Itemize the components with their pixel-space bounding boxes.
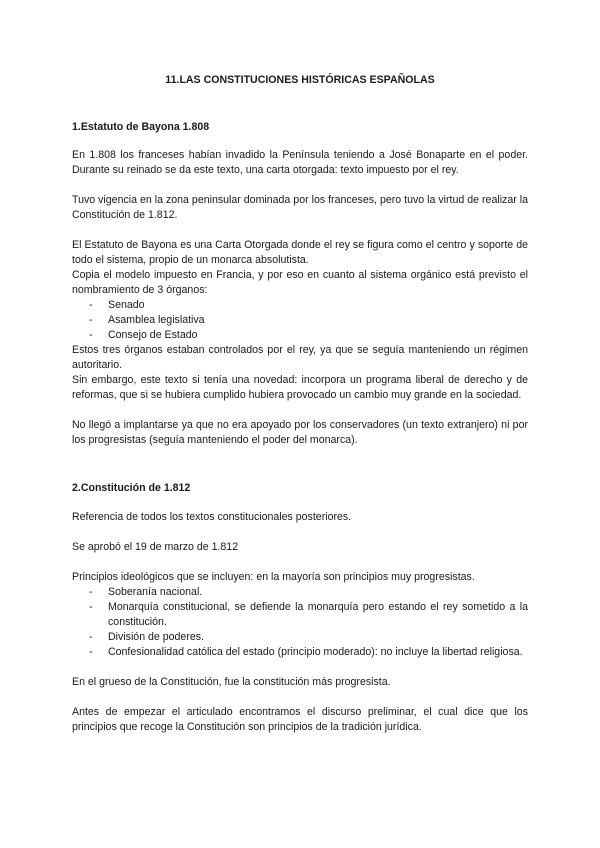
section-1-paragraph-5: Estos tres órganos estaban controlados por el rey, ya que se seguía manteniendo un régimen autoritario. — [72, 344, 528, 371]
list-item: - Soberanía nacional. — [89, 586, 203, 598]
section-2-paragraph-5: Antes de empezar el articulado encontramos el discurso preliminar, el cual dice que los principios que recoge la Constitución son principios de la tradición jurídica. — [72, 706, 528, 733]
list-dash: - — [89, 329, 93, 341]
list-item: - Monarquía constitucional, se defiende la monarquía pero estando el rey sometido a la constitución. — [89, 601, 528, 628]
list-item: - División de poderes. — [89, 631, 204, 643]
list-dash: - — [89, 631, 93, 643]
list-item: - Confesionalidad católica del estado (principio moderado): no incluye la libertad religiosa. — [89, 646, 523, 658]
section-1-paragraph-2: Tuvo vigencia en la zona peninsular dominada por los franceses, pero tuvo la virtud de realizar la Constitución de 1.812. — [72, 194, 528, 221]
section-1-paragraph-6: Sin embargo, este texto si tenía una novedad: incorpora un programa liberal de derecho y de reformas, que si se hubiera cumplido hubiera provocado un cambio muy grande en la sociedad. — [72, 374, 528, 401]
section-1-organ-list — [72, 298, 528, 343]
list-item: - Senado — [89, 299, 145, 311]
list-item: - Consejo de Estado — [89, 329, 198, 341]
list-dash: - — [89, 314, 93, 326]
section-2-paragraph-3: Principios ideológicos que se incluyen: en la mayoría son principios muy progresistas. — [72, 571, 475, 583]
list-dash: - — [89, 646, 93, 658]
section-2-paragraph-2: Se aprobó el 19 de marzo de 1.812 — [72, 541, 239, 553]
list-dash: - — [89, 586, 93, 598]
section-2-heading: 2.Constitución de 1.812 — [72, 482, 191, 494]
list-item: - Asamblea legislativa — [89, 314, 205, 326]
section-1-paragraph-4: Copia el modelo impuesto en Francia, y por eso en cuanto al sistema orgánico está previsto el nombramiento de 3 órganos: — [72, 269, 528, 296]
section-1-heading: 1.Estatuto de Bayona 1.808 — [72, 121, 210, 133]
section-1-paragraph-3: El Estatuto de Bayona es una Carta Otorgada donde el rey se figura como el centro y soporte de todo el sistema, propio de un monarca absolutista. — [72, 239, 528, 266]
section-1-paragraph-7: No llegó a implantarse ya que no era apoyado por los conservadores (un texto extranjero) ni por los progresistas (seguía manteniendo el poder del monarca). — [72, 419, 528, 446]
section-1-paragraph-1: En 1.808 los franceses habían invadido la Península teniendo a José Bonaparte en el poder. Durante su reinado se da este texto, una carta otorgada: texto impuesto por el rey. — [72, 149, 528, 176]
list-dash: - — [89, 601, 93, 613]
section-2-paragraph-1: Referencia de todos los textos constitucionales posteriores. — [72, 511, 352, 523]
section-2-principles-list — [72, 585, 528, 660]
list-dash: - — [89, 299, 93, 311]
section-2-paragraph-4: En el grueso de la Constitución, fue la constitución más progresista. — [72, 676, 391, 688]
document-title: 11.LAS CONSTITUCIONES HISTÓRICAS ESPAÑOLAS — [165, 74, 435, 86]
